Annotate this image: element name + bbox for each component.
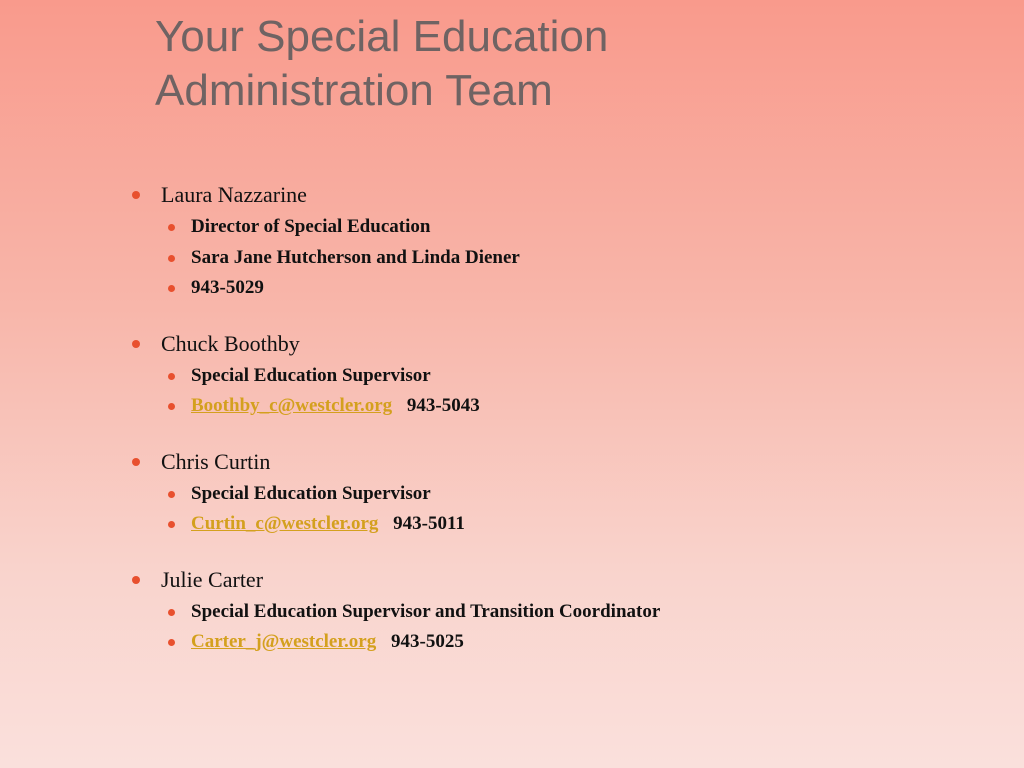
member-role-line bbox=[130, 212, 990, 243]
member-contact-line bbox=[130, 509, 990, 540]
team-member-boothby bbox=[130, 327, 990, 422]
member-name: Julie Carter bbox=[161, 566, 264, 592]
email-link[interactable]: Curtin_c@westcler.org bbox=[191, 513, 379, 534]
bullet-icon bbox=[168, 521, 175, 528]
member-contact-line bbox=[130, 627, 990, 658]
member-name: Laura Nazzarine bbox=[161, 182, 307, 207]
member-name-line bbox=[130, 445, 990, 479]
team-list bbox=[130, 178, 990, 681]
slide-title bbox=[155, 10, 935, 118]
bullet-icon bbox=[168, 639, 175, 646]
member-role: Special Education Supervisor and Transition Coordinator bbox=[191, 600, 661, 622]
member-contact-line bbox=[130, 391, 990, 422]
member-details bbox=[130, 597, 990, 658]
member-details bbox=[130, 212, 990, 304]
bullet-icon bbox=[168, 285, 175, 292]
member-role: Special Education Supervisor bbox=[191, 364, 431, 386]
bullet-icon bbox=[168, 255, 175, 262]
member-assistants: Sara Jane Hutcherson and Linda Diener bbox=[191, 246, 520, 268]
member-name-line bbox=[130, 563, 990, 597]
team-member-carter bbox=[130, 563, 990, 658]
member-role: Director of Special Education bbox=[191, 216, 431, 237]
member-phone: 943-5043 bbox=[406, 395, 480, 416]
member-role-line bbox=[130, 597, 990, 628]
member-role: Special Education Supervisor bbox=[191, 482, 431, 504]
slide-title-line-2: Administration Team bbox=[155, 66, 553, 115]
member-phone-line bbox=[130, 273, 990, 304]
member-details bbox=[130, 361, 990, 422]
bullet-icon bbox=[132, 458, 140, 466]
member-name-line bbox=[130, 178, 990, 212]
team-member-nazzarine bbox=[130, 178, 990, 304]
bullet-icon bbox=[168, 609, 175, 616]
member-name: Chris Curtin bbox=[161, 448, 271, 474]
bullet-icon bbox=[168, 224, 175, 231]
slide-title-line-1: Your Special Education bbox=[155, 12, 609, 61]
team-member-curtin bbox=[130, 445, 990, 540]
bullet-icon bbox=[132, 191, 140, 199]
bullet-icon bbox=[132, 340, 140, 348]
bullet-icon bbox=[168, 491, 175, 498]
bullet-icon bbox=[168, 373, 175, 380]
member-name: Chuck Boothby bbox=[161, 330, 300, 356]
member-role-line bbox=[130, 479, 990, 510]
member-phone: 943-5025 bbox=[391, 631, 464, 652]
member-phone: 943-5011 bbox=[393, 513, 465, 534]
email-link[interactable]: Boothby_c@westcler.org bbox=[191, 395, 393, 416]
bullet-icon bbox=[168, 403, 175, 410]
member-phone: 943-5029 bbox=[191, 277, 264, 298]
member-details bbox=[130, 479, 990, 540]
bullet-icon bbox=[132, 576, 140, 584]
member-assistants-line bbox=[130, 243, 990, 274]
member-role-line bbox=[130, 361, 990, 392]
member-name-line bbox=[130, 327, 990, 361]
email-link[interactable]: Carter_j@westcler.org bbox=[191, 631, 377, 652]
